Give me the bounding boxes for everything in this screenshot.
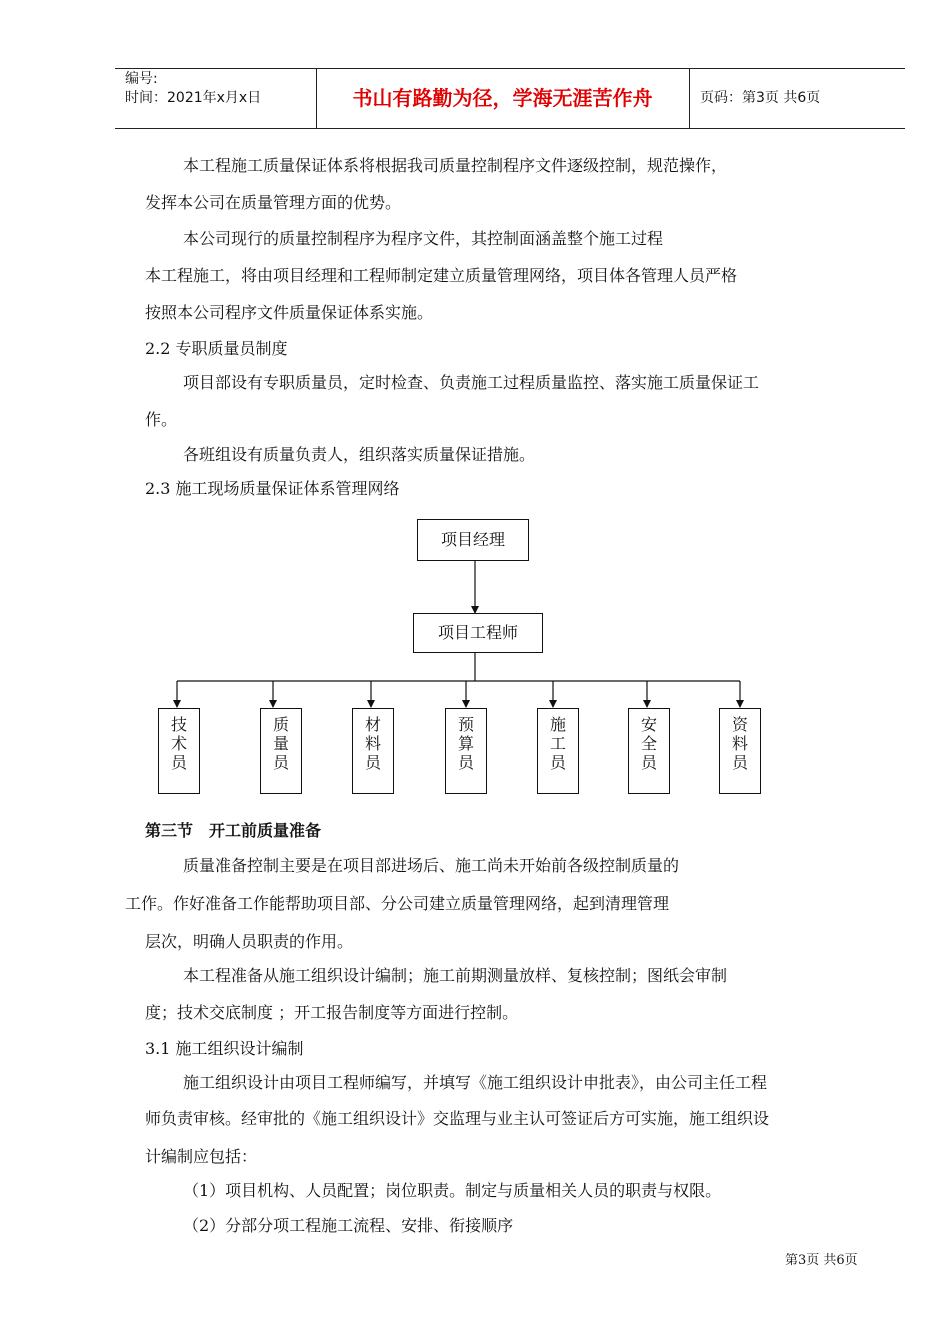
body-line: 施工组织设计由项目工程师编写，并填写《施工组织设计申批表》，由公司主任工程 xyxy=(183,1073,768,1092)
body-line: 本工程施工，将由项目经理和工程师制定建立质量管理网络，项目体各管理人员严格 xyxy=(145,266,738,285)
org-box-materials-officer: 材 料 员 xyxy=(352,708,394,794)
number-label: 编号: xyxy=(125,71,158,87)
org-box-construction-officer: 施 工 员 xyxy=(537,708,579,794)
body-line: 工作。作好准备工作能帮助项目部、分公司建立质量管理网络，起到清理管理 xyxy=(125,894,670,913)
body-line: 质量准备控制主要是在项目部进场后、施工尚未开始前各级控制质量的 xyxy=(183,856,680,875)
org-box-budget-officer: 预 算 员 xyxy=(445,708,487,794)
list-item: （2）分部分项工程施工流程、安排、衔接顺序 xyxy=(183,1216,514,1235)
body-line: 各班组设有质量负责人，组织落实质量保证措施。 xyxy=(183,445,536,464)
list-item: （1）项目机构、人员配置；岗位职责。制定与质量相关人员的职责与权限。 xyxy=(183,1181,722,1200)
org-box-safety-officer: 安 全 员 xyxy=(628,708,670,794)
time-label: 时间：2021年x月x日 xyxy=(125,90,262,106)
header-page-label: 页码：第3页 共6页 xyxy=(700,90,821,106)
body-line: 按照本公司程序文件质量保证体系实施。 xyxy=(145,303,434,322)
body-line: 作。 xyxy=(145,410,178,429)
body-line: 项目部设有专职质量员，定时检查、负责施工过程质量监控、落实施工质量保证工 xyxy=(183,373,760,392)
page-footer: 第3页 共6页 xyxy=(785,1253,858,1268)
body-line: 计编制应包括： xyxy=(145,1147,258,1166)
body-line: 师负责审核。经审批的《施工组织设计》交监理与业主认可签证后方可实施，施工组织设 xyxy=(145,1109,770,1128)
section-heading: 第三节 开工前质量准备 xyxy=(145,821,322,840)
org-box-project-manager: 项目经理 xyxy=(417,519,529,561)
body-line: 层次，明确人员职责的作用。 xyxy=(145,932,354,951)
org-box-quality-inspector: 质 量 员 xyxy=(260,708,302,794)
body-line: 度；技术交底制度 ；开工报告制度等方面进行控制。 xyxy=(145,1003,519,1022)
subsection-title: 2.3 施工现场质量保证体系管理网络 xyxy=(145,479,400,498)
org-box-project-engineer: 项目工程师 xyxy=(413,613,543,653)
org-box-document-officer: 资 料 员 xyxy=(719,708,761,794)
body-line: 本工程准备从施工组织设计编制；施工前期测量放样、复核控制；图纸会审制 xyxy=(183,966,728,985)
subsection-title: 3.1 施工组织设计编制 xyxy=(145,1039,304,1058)
subsection-title: 2.2 专职质量员制度 xyxy=(145,339,288,358)
body-line: 发挥本公司在质量管理方面的优势。 xyxy=(145,193,402,212)
body-line: 本工程施工质量保证体系将根据我司质量控制程序文件逐级控制，规范操作， xyxy=(183,156,728,175)
body-line: 本公司现行的质量控制程序为程序文件，其控制面涵盖整个施工过程 xyxy=(183,229,664,248)
header-motto: 书山有路勤为径，学海无涯苦作舟 xyxy=(352,86,653,110)
org-box-technician: 技 术 员 xyxy=(158,708,200,794)
